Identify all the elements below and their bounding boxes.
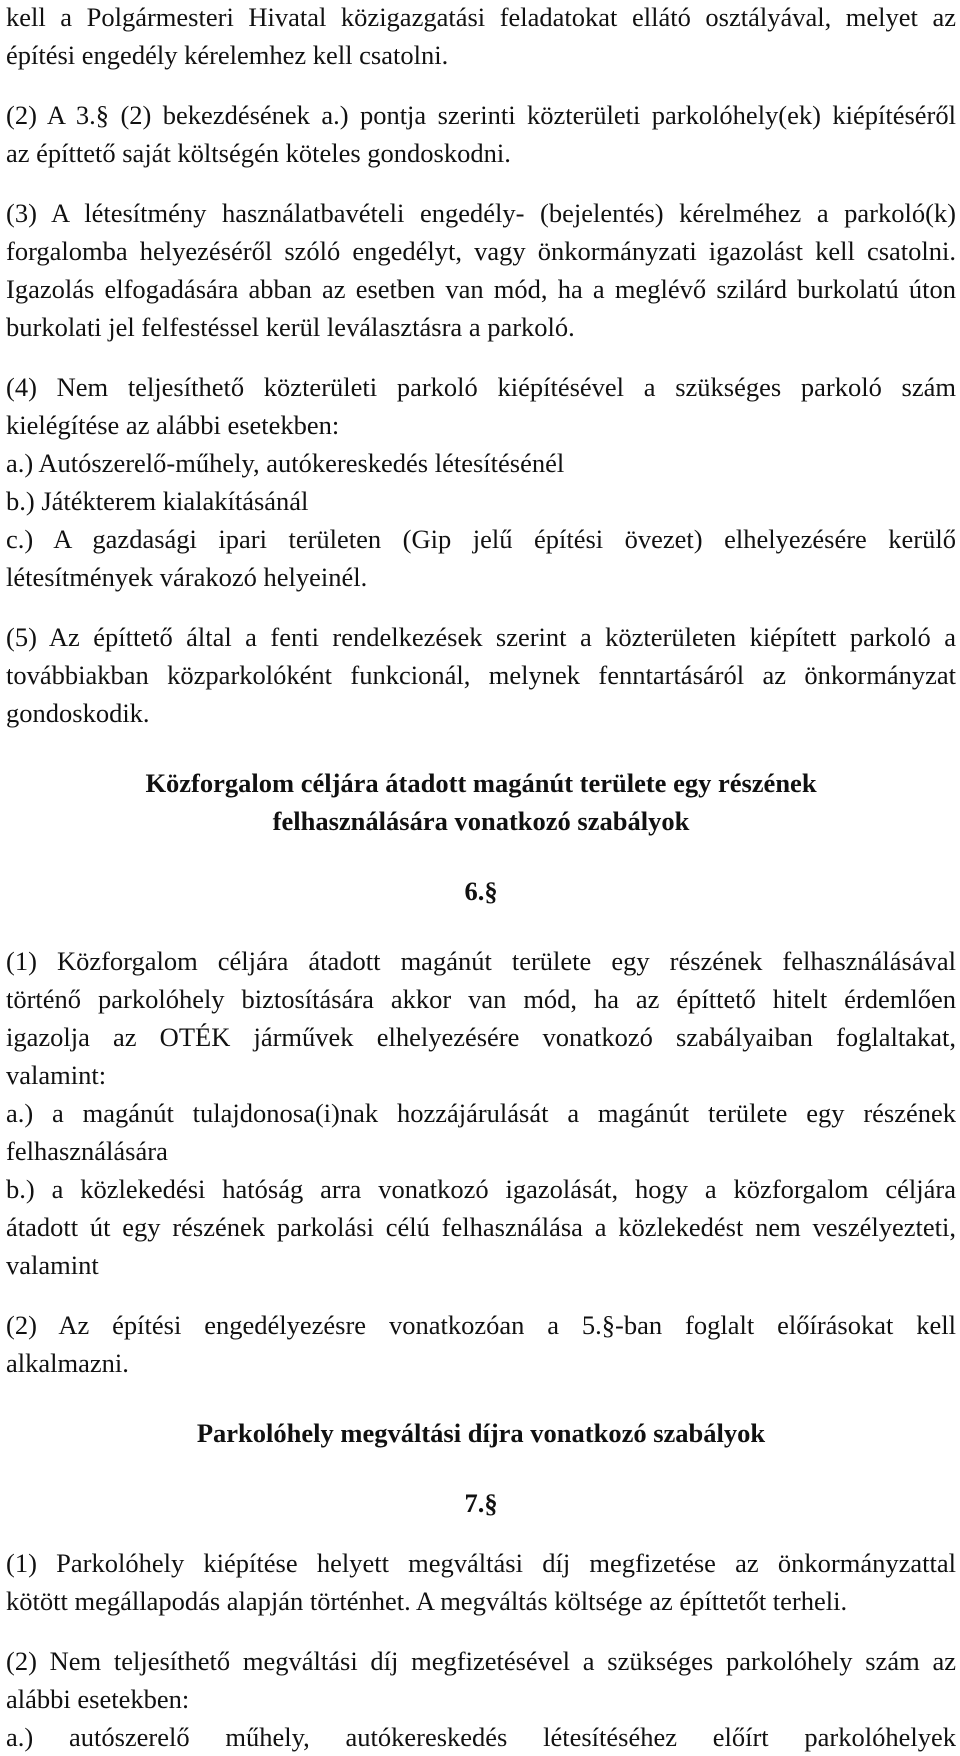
text-line: átadott út egy részének parkolási célú felhasználása a közlekedést nem veszélyezteti, — [6, 1212, 956, 1242]
text-line: valamint: — [6, 1060, 107, 1090]
text-line: gondoskodik. — [6, 698, 150, 728]
text-line: (3) A létesítmény használatbavételi engedély- (bejelentés) kérelméhez a parkoló(k) — [6, 198, 956, 228]
list-item: a.) autószerelő műhely, autókereskedés létesítéséhez előírt parkolóhelyek — [6, 1722, 956, 1752]
heading-line: Parkolóhely megváltási díjra vonatkozó szabályok — [196, 1418, 766, 1448]
document-page — [6, 0, 956, 1752]
list-item: c.) A gazdasági ipari területen (Gip jelű építési övezet) elhelyezésére kerülő — [6, 524, 956, 554]
text-line: (1) Közforgalom céljára átadott magánút területe egy részének felhasználásával — [6, 946, 956, 976]
list-item: b.) Játékterem kialakításánál — [6, 486, 309, 516]
list-item: a.) a magánút tulajdonosa(i)nak hozzájárulását a magánút területe egy részének — [6, 1098, 956, 1128]
text-line: történő parkolóhely biztosítására akkor van mód, ha az építtető hitelt érdemlően — [6, 984, 956, 1014]
section-number-7: 7.§ — [464, 1488, 498, 1518]
text-line: (1) Parkolóhely kiépítése helyett megváltási díj megfizetése az önkormányzattal — [6, 1548, 956, 1578]
text-line: létesítmények várakozó helyeinél. — [6, 562, 368, 592]
list-item: b.) a közlekedési hatóság arra vonatkozó igazolását, hogy a közforgalom céljára — [6, 1174, 956, 1204]
paragraph-intro — [6, 0, 956, 74]
paragraph-7-1 — [6, 1544, 956, 1620]
paragraph-7-2 — [6, 1642, 956, 1756]
paragraph-6-1 — [6, 942, 956, 1284]
text-line: továbbiakban közparkolóként funkcionál, melynek fenntartásáról az önkormányzat — [6, 660, 956, 690]
text-line: kötött megállapodás alapján történhet. A megváltás költsége az építtetőt terheli. — [6, 1586, 848, 1616]
heading-line: Közforgalom céljára átadott magánút területe egy részének — [145, 768, 817, 798]
text-line: alkalmazni. — [6, 1348, 129, 1378]
section-heading-2 — [6, 1414, 956, 1452]
text-line: (5) Az építtető által a fenti rendelkezések szerint a közterületen kiépített parkoló a — [6, 622, 956, 652]
heading-line: felhasználására vonatkozó szabályok — [272, 806, 690, 836]
paragraph-5-4 — [6, 368, 956, 596]
text-line: kielégítése az alábbi esetekben: — [6, 410, 340, 440]
text-line: (4) Nem teljesíthető közterületi parkoló kiépítésével a szükséges parkoló szám — [6, 372, 956, 402]
paragraph-6-2 — [6, 1306, 956, 1382]
text-line: igazolja az OTÉK járművek elhelyezésére vonatkozó szabályaiban foglaltakat, — [6, 1022, 956, 1052]
paragraph-5-2 — [6, 96, 956, 172]
text-line: forgalomba helyezéséről szóló engedélyt, vagy önkormányzati igazolást kell csatolni. — [6, 236, 956, 266]
section-heading-1 — [6, 764, 956, 840]
text-line: építési engedély kérelemhez kell csatolni. — [6, 40, 449, 70]
text-line: valamint — [6, 1250, 99, 1280]
text-line: (2) Nem teljesíthető megváltási díj megfizetésével a szükséges parkolóhely szám az — [6, 1646, 956, 1676]
text-line: Igazolás elfogadására abban az esetben van mód, ha a meglévő szilárd burkolatú úton — [6, 274, 956, 304]
text-line: kell a Polgármesteri Hivatal közigazgatási feladatokat ellátó osztályával, melyet az — [6, 2, 956, 32]
text-line: az építtető saját költségén köteles gondoskodni. — [6, 138, 511, 168]
text-line: felhasználására — [6, 1136, 168, 1166]
text-line: (2) Az építési engedélyezésre vonatkozóan a 5.§-ban foglalt előírásokat kell — [6, 1310, 956, 1340]
text-line: alábbi esetekben: — [6, 1684, 190, 1714]
section-number-6: 6.§ — [464, 876, 498, 906]
paragraph-5-5 — [6, 618, 956, 732]
paragraph-5-3 — [6, 194, 956, 346]
text-line: burkolati jel felfestéssel kerül leválasztásra a parkoló. — [6, 312, 575, 342]
list-item: a.) Autószerelő-műhely, autókereskedés létesítésénél — [6, 448, 565, 478]
text-line: (2) A 3.§ (2) bekezdésének a.) pontja szerinti közterületi parkolóhely(ek) kiépítéséről — [6, 100, 956, 130]
